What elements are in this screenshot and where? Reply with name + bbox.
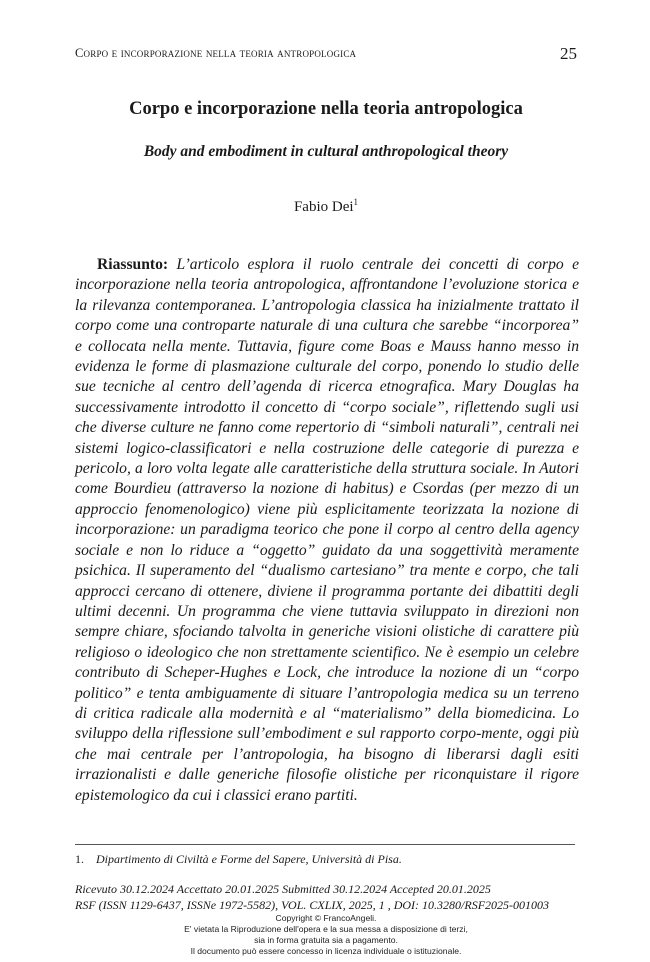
- footnote-text: Dipartimento di Civiltà e Forme del Sapere, Università di Pisa.: [96, 852, 402, 866]
- page-number: 25: [560, 44, 577, 63]
- author-footnote-mark[interactable]: 1: [353, 197, 359, 207]
- footnote: [75, 852, 577, 867]
- received-dates: Ricevuto 30.12.2024 Accettato 20.01.2025 Submitted 30.12.2024 Accepted 20.01.2025: [75, 882, 491, 896]
- footnote-number: 1.: [75, 852, 84, 866]
- copyright-notice: [75, 913, 577, 957]
- article-subtitle: Body and embodiment in cultural anthropological theory: [143, 143, 509, 160]
- citation-line: RSF (ISSN 1129-6437, ISSNe 1972-5582), VOL. CXLIX, 2025, 1 , DOI: 10.3280/RSF2025-001003: [75, 898, 550, 912]
- copyright-line: Il documento può essere concesso in licenza individuale o istituzionale.: [190, 946, 462, 956]
- abstract: [75, 255, 579, 806]
- copyright-line: E' vietata la Riproduzione dell'opera e la sua messa a disposizione di terzi,: [184, 924, 468, 934]
- running-head: Corpo e incorporazione nella teoria antropologica: [75, 46, 357, 60]
- article-title: Corpo e incorporazione nella teoria antropologica: [129, 99, 523, 119]
- abstract-text: L’articolo esplora il ruolo centrale dei concetti di corpo e incorporazione nella teoria antropologica, affrontandone l’evoluzione storica e la rilevanza contemporanea. L’antropologia classica ha inizialmente trattato il corpo come una controparte naturale di una cultura che sarebbe “incorporea” e collocata nella mente. Tuttavia, figure come Boas e Mauss hanno messo in evidenza le forme di plasmazione culturale del corpo, ponendo lo studio delle sue tecniche al centro dell’agenda di ricerca etnografica. Mary Douglas ha successivamente introdotto il concetto di “corpo sociale”, riflettendo sugli usi che diverse culture ne fanno come repertorio di “simboli naturali”, centrali nei sistemi logico-classificatori e nella costruzione delle categorie di purezza e pericolo, a loro volta legate alle caratteristiche della struttura sociale. In Autori come Bourdieu (attraverso la nozione di habitus) e Csordas (per mezzo di un approccio fenomenologico) viene più esplicitamente teorizzata la nozione di incorporazione: un paradigma teorico che pone il corpo al centro della agency sociale e non lo riduce a “oggetto” guidato da una soggettività meramente psichica. Il superamento del “dualismo cartesiano” tra mente e corpo, che tali approcci cercano di ottenere, diviene il programma portante dei dibattiti degli ultimi decenni. Un programma che viene tuttavia sviluppato in direzioni non sempre chiare, sfociando talvolta in generiche visioni olistiche di carattere più religioso o ideologico che non strettamente scientifico. Ne è esempio un celebre contributo di Scheper-Hughes e Lock, che introduce la nozione di un “corpo politico” e tenta ambiguamente di situare l’antropologia medica su un terreno di critica radicale alla modernità e al “materialismo” della biomedicina. Lo sviluppo della riflessione sull’embodiment e sul rapporto corpo-mente, oggi più che mai centrale per l’antropologia, ha bisogno di liberarsi dagli esiti irrazionalisti e dalle generiche filosofie olistiche per riconquistare il rigore epistemologico da cui i classici erano partiti.: [75, 256, 579, 804]
- author-line: [75, 199, 577, 216]
- author-name: Fabio Dei: [293, 199, 354, 215]
- copyright-line: Copyright © FrancoAngeli.: [275, 913, 377, 923]
- copyright-line: sia in forma gratuita sia a pagamento.: [254, 935, 398, 945]
- footnote-divider: [75, 844, 575, 845]
- abstract-label: Riassunto:: [97, 256, 169, 273]
